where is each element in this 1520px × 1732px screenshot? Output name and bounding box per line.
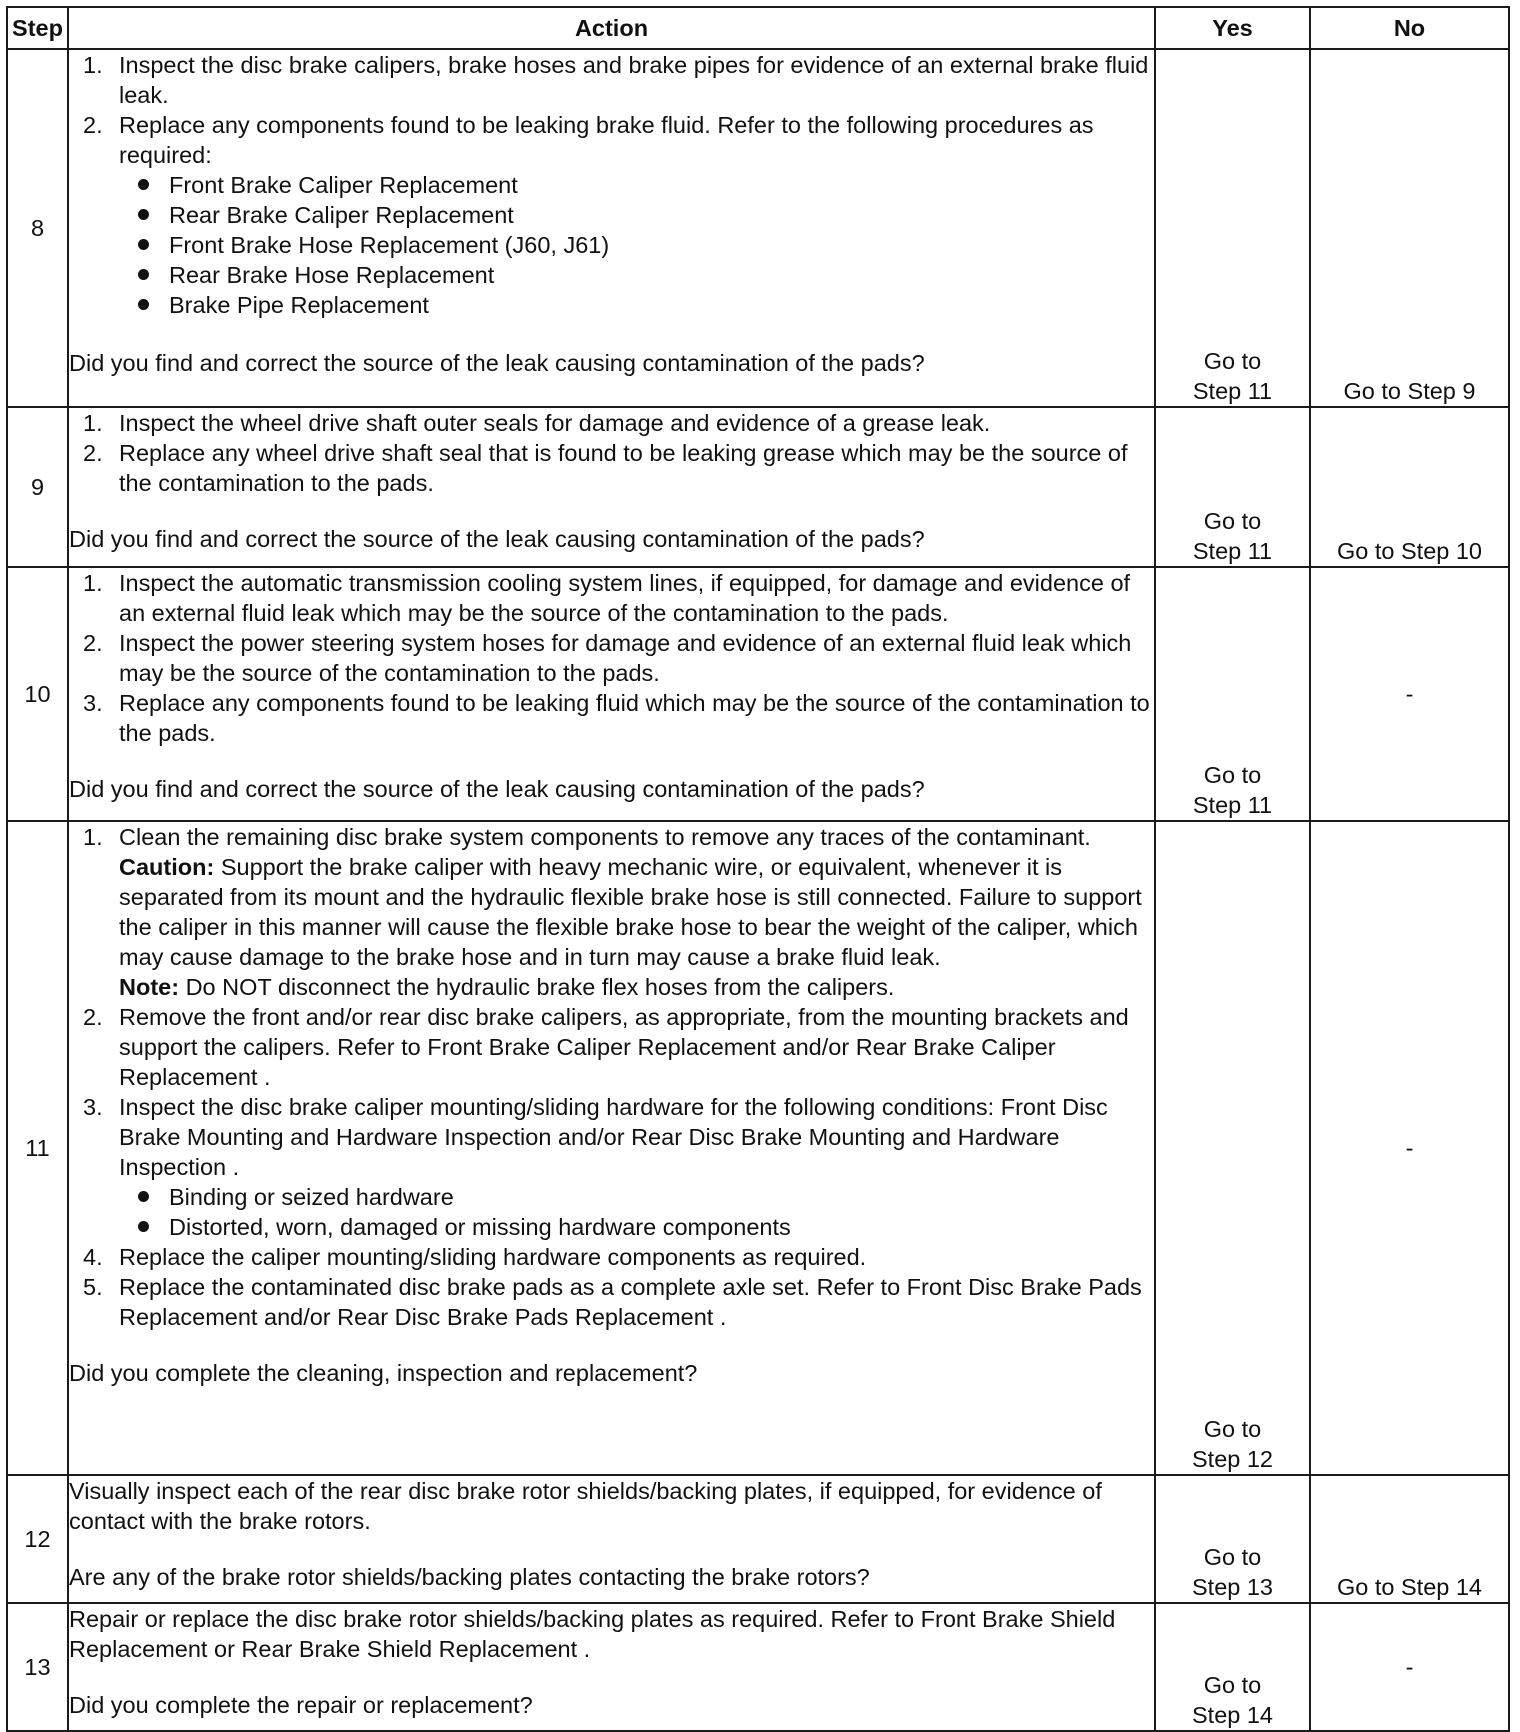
step-text: Replace any wheel drive shaft seal that is found to be leaking grease which may be the source of the contamination to the pads. (119, 440, 1128, 496)
step-number: 8 (7, 49, 68, 407)
bullet-text: Binding or seized hardware (169, 1184, 454, 1210)
action-steps (69, 50, 1154, 320)
step-number: 11 (7, 821, 68, 1475)
yes-cell (1155, 1475, 1310, 1603)
action-cell (68, 49, 1155, 407)
diagnostic-table (6, 6, 1510, 1732)
yes-cell (1155, 821, 1310, 1475)
action-cell (68, 407, 1155, 567)
step-text: Inspect the automatic transmission cooling system lines, if equipped, for damage and evidence of an external fluid leak which may be the source of the contamination to the pads. (119, 570, 1131, 626)
yes-step: Step 13 (1191, 1574, 1273, 1600)
action-cell (68, 567, 1155, 821)
bullet-text: Rear Brake Caliper Replacement (169, 202, 514, 228)
bullet-list (119, 1182, 1154, 1242)
step-text: Replace the caliper mounting/sliding hardware components as required. (119, 1244, 867, 1270)
action-question: Did you find and correct the source of the leak causing contamination of the pads? (69, 526, 925, 552)
step-text: Replace any components found to be leaking fluid which may be the source of the contamination to the pads. (119, 690, 1150, 746)
bullet-item (119, 290, 1154, 320)
action-step (69, 628, 1154, 688)
action-steps (69, 408, 1154, 498)
action-cell (68, 1603, 1155, 1731)
action-step (69, 438, 1154, 498)
table-row (7, 821, 1509, 1475)
bullet-item (119, 1182, 1154, 1212)
no-cell: - (1310, 1603, 1509, 1731)
action-step (69, 822, 1154, 1002)
no-cell: Go to Step 10 (1310, 407, 1509, 567)
table-row (7, 567, 1509, 821)
step-text: Replace the contaminated disc brake pads as a complete axle set. Refer to Front Disc Brake Pads Replacement and/or Rear Disc Brake Pads Replacement . (119, 1274, 1142, 1330)
bullet-icon (138, 179, 149, 190)
action-question: Are any of the brake rotor shields/backing plates contacting the brake rotors? (69, 1564, 870, 1590)
caution-label: Caution: (119, 854, 215, 880)
yes-step: Step 11 (1192, 378, 1273, 404)
action-steps (69, 822, 1154, 1332)
step-index: 1. (83, 824, 103, 850)
action-cell (68, 1475, 1155, 1603)
yes-step: Step 12 (1191, 1446, 1273, 1472)
header-row (7, 7, 1509, 49)
step-text: Replace any components found to be leaking brake fluid. Refer to the following procedures as required: (119, 112, 1094, 168)
bullet-text: Rear Brake Hose Replacement (169, 262, 495, 288)
header-step: Step (7, 7, 68, 49)
bullet-item (119, 200, 1154, 230)
caution-note (119, 852, 1154, 972)
step-index: 1. (83, 410, 103, 436)
action-paragraph: Visually inspect each of the rear disc brake rotor shields/backing plates, if equipped, for evidence of contact with the brake rotors. (69, 1478, 1102, 1534)
action-step (69, 568, 1154, 628)
step-number: 9 (7, 407, 68, 567)
no-cell: - (1310, 567, 1509, 821)
yes-step: Step 11 (1192, 538, 1273, 564)
step-index: 2. (83, 1004, 103, 1030)
step-index: 1. (83, 570, 103, 596)
note-text: Do NOT disconnect the hydraulic brake flex hoses from the calipers. (179, 974, 895, 1000)
bullet-icon (138, 299, 149, 310)
yes-cell (1155, 567, 1310, 821)
header-no: No (1310, 7, 1509, 49)
bullet-list (119, 170, 1154, 320)
yes-cell (1155, 1603, 1310, 1731)
bullet-icon (138, 239, 149, 250)
header-action: Action (68, 7, 1155, 49)
step-index: 2. (83, 630, 103, 656)
no-cell: - (1310, 821, 1509, 1475)
note-label: Note: (119, 974, 180, 1000)
yes-cell (1155, 407, 1310, 567)
yes-step: Step 11 (1192, 792, 1273, 818)
step-text: Clean the remaining disc brake system components to remove any traces of the contaminant. (119, 824, 1091, 850)
action-step (69, 688, 1154, 748)
table-row (7, 1475, 1509, 1603)
step-index: 2. (83, 440, 103, 466)
caution-text: Support the brake caliper with heavy mechanic wire, or equivalent, whenever it is separated from its mount and the hydraulic flexible brake hose is still connected. Failure to support the caliper in this manner will cause the flexible brake hose to bear the weight of the caliper, which may cause damage to the brake hose and in turn may cause a brake fluid leak. (119, 854, 1142, 970)
bullet-icon (138, 269, 149, 280)
step-number: 13 (7, 1603, 68, 1731)
action-step (69, 1002, 1154, 1092)
header-yes: Yes (1155, 7, 1310, 49)
bullet-text: Front Brake Caliper Replacement (169, 172, 518, 198)
yes-step: Step 14 (1191, 1702, 1273, 1728)
no-cell: Go to Step 9 (1310, 49, 1509, 407)
bullet-item (119, 230, 1154, 260)
bullet-item (119, 170, 1154, 200)
step-text: Inspect the disc brake caliper mounting/sliding hardware for the following conditions: Front Disc Brake Mounting and Hardware Inspection and/or Rear Disc Brake Mounting and Hardware Inspection . (119, 1094, 1108, 1180)
yes-goto: Go to (1203, 1672, 1262, 1698)
bullet-item (119, 1212, 1154, 1242)
action-steps (69, 568, 1154, 748)
bullet-icon (138, 1191, 149, 1202)
yes-goto: Go to (1203, 1416, 1262, 1442)
step-text: Remove the front and/or rear disc brake calipers, as appropriate, from the mounting brackets and support the calipers. Refer to Front Brake Caliper Replacement and/or Rear Brake Caliper Replacement . (119, 1004, 1129, 1090)
step-text: Inspect the power steering system hoses for damage and evidence of an external fluid leak which may be the source of the contamination to the pads. (119, 630, 1132, 686)
action-step (69, 1242, 1154, 1272)
action-question: Did you find and correct the source of the leak causing contamination of the pads? (69, 776, 925, 802)
action-cell (68, 821, 1155, 1475)
bullet-text: Front Brake Hose Replacement (J60, J61) (169, 232, 610, 258)
step-index: 1. (83, 52, 103, 78)
yes-goto: Go to (1203, 348, 1262, 374)
step-index: 4. (83, 1244, 103, 1270)
note (119, 972, 1154, 1002)
action-step (69, 110, 1154, 320)
yes-goto: Go to (1203, 1544, 1262, 1570)
bullet-icon (138, 1221, 149, 1232)
step-number: 12 (7, 1475, 68, 1603)
yes-goto: Go to (1203, 762, 1262, 788)
yes-cell (1155, 49, 1310, 407)
step-index: 3. (83, 690, 103, 716)
table-row (7, 49, 1509, 407)
action-step (69, 408, 1154, 438)
step-index: 5. (83, 1274, 103, 1300)
step-text: Inspect the disc brake calipers, brake hoses and brake pipes for evidence of an external brake fluid leak. (119, 52, 1149, 108)
bullet-text: Distorted, worn, damaged or missing hardware components (169, 1214, 791, 1240)
bullet-icon (138, 209, 149, 220)
step-number: 10 (7, 567, 68, 821)
action-question: Did you complete the cleaning, inspection and replacement? (69, 1360, 698, 1386)
action-paragraph: Repair or replace the disc brake rotor shields/backing plates as required. Refer to Front Brake Shield Replacement or Rear Brake Shield Replacement . (69, 1606, 1116, 1662)
action-step (69, 50, 1154, 110)
table-row (7, 1603, 1509, 1731)
step-text: Inspect the wheel drive shaft outer seals for damage and evidence of a grease leak. (119, 410, 991, 436)
action-question: Did you find and correct the source of the leak causing contamination of the pads? (69, 350, 925, 376)
yes-goto: Go to (1203, 508, 1262, 534)
action-step (69, 1092, 1154, 1242)
table-row (7, 407, 1509, 567)
step-index: 3. (83, 1094, 103, 1120)
action-step (69, 1272, 1154, 1332)
step-index: 2. (83, 112, 103, 138)
no-cell: Go to Step 14 (1310, 1475, 1509, 1603)
action-question: Did you complete the repair or replacement? (69, 1692, 533, 1718)
bullet-item (119, 260, 1154, 290)
bullet-text: Brake Pipe Replacement (169, 292, 429, 318)
